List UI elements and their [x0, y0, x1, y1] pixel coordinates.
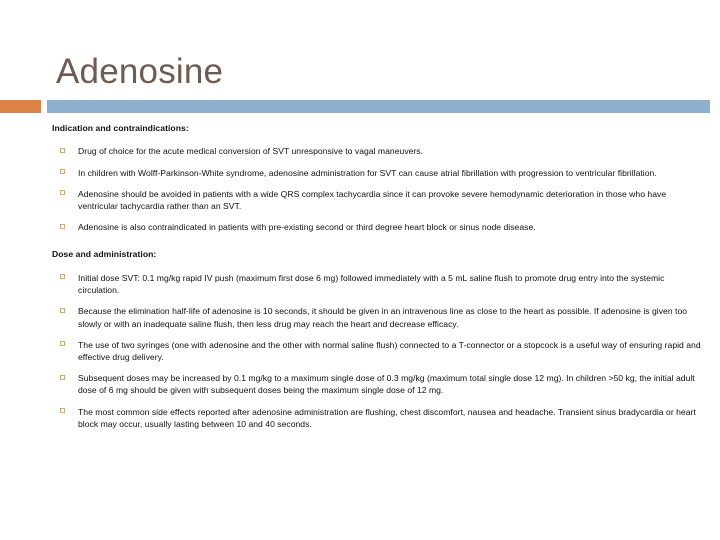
slide-body — [0, 122, 720, 430]
square-bullet-icon — [60, 190, 65, 195]
square-bullet-icon — [60, 148, 65, 153]
title-rule-blue-bar — [47, 100, 710, 113]
list-item — [0, 188, 720, 212]
list-item-text: Drug of choice for the acute medical conversion of SVT unresponsive to vagal maneuvers. — [78, 146, 424, 157]
bullet-list-dose-administration — [0, 272, 720, 430]
list-item-text: Subsequent doses may be increased by 0.1 mg/kg to a maximum single dose of 0.3 mg/kg (maximum total single dose 12 mg). In children >50 kg, the initial adult dose of 6 mg should be given with subsequent doses being the maximum single dose of 12 mg. — [78, 373, 695, 396]
list-item-text: Initial dose SVT: 0.1 mg/kg rapid IV push (maximum first dose 6 mg) followed immediately with a 5 mL saline flush to promote drug entry into the systemic circulation. — [78, 272, 665, 296]
square-bullet-icon — [60, 274, 65, 279]
list-item — [0, 272, 720, 296]
square-bullet-icon — [60, 169, 65, 174]
list-item-text: Because the elimination half-life of adenosine is 10 seconds, it should be given in an intravenous line as close to the heart as possible. If adenosine is given too slowly or with an inadequate saline flush, then less drug may reach the heart and decrease efficacy. — [78, 306, 688, 329]
section-indications — [0, 122, 720, 233]
square-bullet-icon — [60, 308, 65, 313]
page-title: Adenosine — [56, 52, 224, 92]
list-item-text: In children with Wolff-Parkinson-White syndrome, adenosine administration for SVT can cause atrial fibrillation with progression to ventricular fibrillation. — [78, 167, 657, 178]
list-item-text: The most common side effects reported after adenosine administration are flushing, chest discomfort, nausea and headache. Transient sinus bradycardia or heart block may occur, usually lasting between 10 and 40 seconds. — [78, 406, 696, 429]
list-item — [0, 305, 720, 329]
list-item — [0, 221, 720, 233]
list-item — [0, 167, 720, 179]
square-bullet-icon — [60, 341, 65, 346]
square-bullet-icon — [60, 224, 65, 229]
list-item-text: Adenosine is also contraindicated in patients with pre-existing second or third degree heart block or sinus node disease. — [78, 222, 536, 233]
section-heading-indications: Indication and contraindications: — [52, 123, 189, 133]
list-item — [0, 372, 720, 396]
bullet-list-indications — [0, 145, 720, 233]
list-item — [0, 339, 720, 363]
list-item-text: The use of two syringes (one with adenosine and the other with normal saline flush) connected to a T-connector or a stopcock is a useful way of ensuring rapid and effective drug delivery. — [78, 339, 701, 362]
square-bullet-icon — [60, 375, 65, 380]
list-item — [0, 406, 720, 430]
section-dose-administration — [0, 233, 720, 429]
list-item — [0, 145, 720, 157]
list-item-text: Adenosine should be avoided in patients with a wide QRS complex tachycardia since it can provoke severe hemodynamic deterioration in those who have ventricular tachycardia rather than an SVT. — [78, 188, 667, 212]
section-heading-dose-administration: Dose and administration: — [52, 249, 157, 260]
title-rule-orange-accent — [0, 100, 41, 113]
square-bullet-icon — [60, 408, 65, 413]
